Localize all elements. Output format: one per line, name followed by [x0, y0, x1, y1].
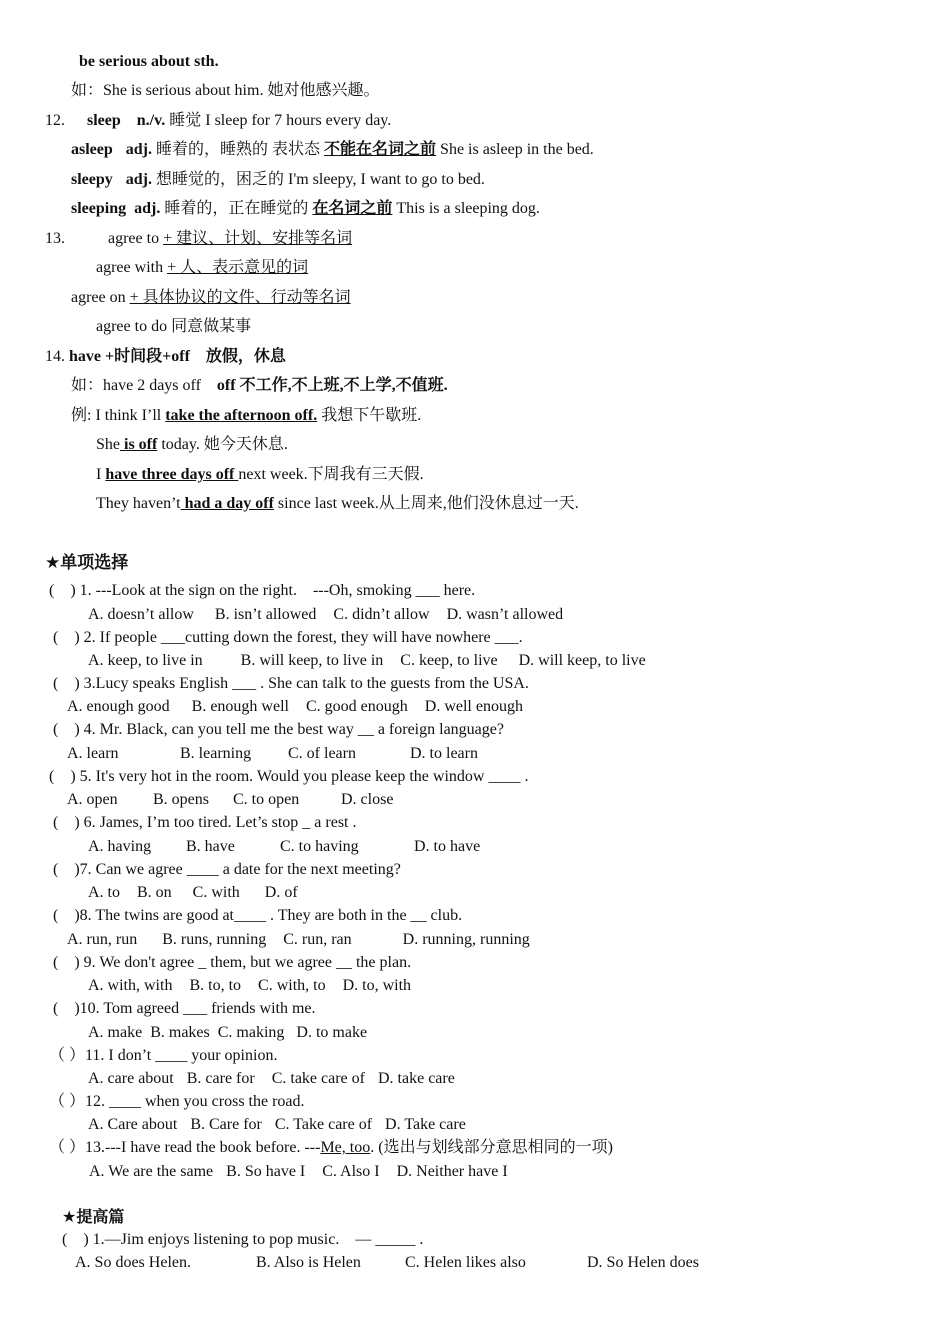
part-of-speech: adj.: [125, 141, 153, 158]
option-b: B. makes: [150, 1024, 210, 1041]
phrase: agree to: [108, 230, 164, 247]
option-d: D. close: [341, 791, 394, 808]
option-c: C. run, ran: [283, 931, 352, 948]
example: 如：have 2 days off: [71, 377, 217, 394]
question-3: ( ) 3.Lucy speaks English ___ . She can talk to the guests from the USA.: [53, 675, 529, 692]
option-b: B. opens: [153, 791, 209, 808]
option-c: C. to having: [280, 838, 359, 855]
option-a: A. with, with: [88, 977, 173, 994]
text: next week.下周我有三天假.: [238, 466, 424, 483]
option-b: B. isn’t allowed: [214, 606, 317, 623]
option-b: B. So have I: [226, 1163, 306, 1180]
emphasis: off 不工作,不上班,不上学,不值班.: [216, 377, 448, 394]
question-1-options: [88, 605, 563, 625]
option-c: C. making: [217, 1024, 285, 1041]
option-d: D. to learn: [410, 745, 478, 762]
word: sleeping: [71, 200, 127, 217]
example-line: [71, 406, 421, 426]
usage: + 人、表示意见的词: [167, 259, 309, 276]
question-3-options: [67, 697, 523, 717]
option-c: C. good enough: [305, 698, 408, 715]
option-c: C. Also I: [322, 1163, 380, 1180]
option-a: A. open: [67, 791, 118, 808]
question-4-options: [67, 744, 478, 764]
question-2-options: [88, 651, 646, 671]
question-5-options: [67, 790, 393, 810]
question-1: ( ) 1. ---Look at the sign on the right. ---Oh, smoking ___ here.: [49, 582, 476, 599]
option-c: C. of learn: [288, 745, 356, 762]
phrase: agree with: [96, 259, 168, 276]
agree-to: [108, 229, 352, 249]
option-d: D. to have: [414, 838, 481, 855]
definition: 睡着的，睡熟的 表状态: [156, 141, 325, 158]
option-b: B. learning: [180, 745, 252, 762]
option-c: C. didn’t allow: [333, 606, 430, 623]
item-sleeping: [71, 199, 540, 219]
item-asleep: [71, 140, 594, 160]
usage: + 建议、计划、安排等名词: [163, 230, 353, 247]
text: since last week.从上周来,他们没休息过一天.: [273, 495, 579, 512]
option-d: D. running, running: [402, 931, 530, 948]
option-d: D. So Helen does: [587, 1254, 699, 1271]
question-2: ( ) 2. If people ___cutting down the forest, they will have nowhere ___.: [53, 629, 523, 646]
text: I: [96, 466, 106, 483]
option-b: B. have: [186, 838, 235, 855]
item-sleepy: [71, 170, 485, 190]
option-a: A. enough good: [67, 698, 170, 715]
text: 例: I think I’ll: [71, 407, 166, 424]
question-1: ( ) 1.—Jim enjoys listening to pop music. — _____ .: [62, 1231, 424, 1248]
part-of-speech: adj.: [134, 200, 161, 217]
option-b: B. on: [137, 884, 172, 901]
example-line: 如：She is serious about him. 她对他感兴趣。: [71, 82, 380, 99]
question-9: ( ) 9. We don't agree _ them, but we agree __ the plan.: [53, 954, 412, 971]
option-d: D. Take care: [385, 1116, 466, 1133]
word: sleep: [87, 112, 121, 129]
option-a: A. make: [88, 1024, 143, 1041]
text: （ ）13.---I have read the book before. ---: [49, 1139, 321, 1156]
option-a: A. keep, to live in: [88, 652, 203, 669]
agree-with: [96, 258, 308, 278]
option-b: B. will keep, to live in: [240, 652, 384, 669]
option-a: A. doesn’t allow: [88, 606, 194, 623]
option-b: B. enough well: [191, 698, 289, 715]
definition: 睡着的，正在睡觉的: [164, 200, 313, 217]
option-b: B. runs, running: [162, 931, 267, 948]
option-c: C. take care of: [271, 1070, 365, 1087]
option-b: B. care for: [186, 1070, 255, 1087]
question-10: ( )10. Tom agreed ___ friends with me.: [53, 1000, 316, 1017]
option-d: D. Neither have I: [396, 1163, 508, 1180]
item-number: 14.: [45, 348, 69, 365]
option-d: D. well enough: [424, 698, 523, 715]
underlined-part: Me, too: [320, 1139, 371, 1156]
example: She is asleep in the bed.: [436, 141, 594, 158]
question-5: ( ) 5. It's very hot in the room. Would you please keep the window ____ .: [49, 768, 529, 785]
emphasis: take the afternoon off.: [165, 407, 318, 424]
option-d: D. to, with: [342, 977, 412, 994]
section-title: ★提高篇: [62, 1207, 125, 1226]
question-12: （ ）12. ____ when you cross the road.: [49, 1093, 305, 1110]
example-line: [96, 435, 288, 455]
option-d: D. wasn’t allowed: [446, 606, 564, 623]
example: This is a sleeping dog.: [392, 200, 540, 217]
question-8: ( )8. The twins are good at____ . They are both in the __ club.: [53, 907, 463, 924]
item-14: [45, 347, 286, 367]
option-a: A. to: [88, 884, 120, 901]
example-line: [96, 465, 424, 485]
definition: 想睡觉的，困乏的 I'm sleepy, I want to go to bed.: [156, 171, 485, 188]
question-8-options: [67, 930, 530, 950]
question-4: ( ) 4. Mr. Black, can you tell me the best way __ a foreign language?: [53, 721, 504, 738]
emphasis: is off: [120, 436, 158, 453]
question-11: （ ）11. I don’t ____ your opinion.: [49, 1047, 278, 1064]
option-a: A. run, run: [67, 931, 138, 948]
phrase: agree on: [71, 289, 130, 306]
question-10-options: [88, 1023, 367, 1043]
emphasis: had a day off: [180, 495, 274, 512]
example-line: [96, 494, 579, 514]
agree-on: [71, 288, 351, 308]
item-number: 12.: [45, 112, 65, 129]
option-a: A. having: [88, 838, 152, 855]
question-12-options: [88, 1115, 466, 1135]
text: . (选出与划线部分意思相同的一项): [370, 1139, 613, 1156]
option-a: A. Care about: [88, 1116, 178, 1133]
part-of-speech: adj.: [125, 171, 153, 188]
question-9-options: [88, 976, 411, 996]
option-c: C. to open: [233, 791, 300, 808]
usage: + 具体协议的文件、行动等名词: [129, 289, 351, 306]
emphasis: 不能在名词之前: [324, 141, 437, 158]
question-13: [49, 1138, 613, 1158]
question-6: ( ) 6. James, I’m too tired. Let’s stop _ a rest .: [53, 814, 357, 831]
phrase-heading: have +时间段+off 放假，休息: [69, 348, 286, 365]
question-1-options: [75, 1253, 699, 1273]
part-of-speech: n./v.: [136, 112, 166, 129]
question-11-options: [88, 1069, 455, 1089]
text: today. 她今天休息.: [157, 436, 288, 453]
question-7: ( )7. Can we agree ____ a date for the next meeting?: [53, 861, 401, 878]
question-7-options: [88, 883, 298, 903]
option-b: B. Also is Helen: [256, 1254, 361, 1271]
option-a: A. We are the same: [89, 1163, 214, 1180]
word: asleep: [71, 141, 113, 158]
item-12: [45, 111, 391, 131]
emphasis: have three days off: [105, 466, 239, 483]
text: 我想下午歇班.: [317, 407, 422, 424]
phrase-heading: be serious about sth.: [79, 53, 219, 70]
section-title: ★单项选择: [45, 553, 129, 573]
item-13-number: 13.: [45, 230, 65, 247]
option-c: C. keep, to live: [400, 652, 498, 669]
option-c: C. with: [192, 884, 240, 901]
option-d: D. to make: [296, 1024, 368, 1041]
question-6-options: [88, 837, 480, 857]
option-a: A. care about: [88, 1070, 174, 1087]
emphasis: 在名词之前: [312, 200, 393, 217]
option-c: C. Take care of: [274, 1116, 373, 1133]
question-13-options: [89, 1162, 508, 1182]
option-d: D. will keep, to live: [518, 652, 646, 669]
text: They haven’t: [96, 495, 181, 512]
text: She: [96, 436, 120, 453]
option-b: B. Care for: [190, 1116, 262, 1133]
option-c: C. Helen likes also: [405, 1254, 526, 1271]
option-c: C. with, to: [258, 977, 326, 994]
option-d: D. of: [264, 884, 298, 901]
option-d: D. take care: [377, 1070, 455, 1087]
option-a: A. So does Helen.: [75, 1254, 191, 1271]
item-14-example: [71, 376, 448, 396]
option-b: B. to, to: [189, 977, 242, 994]
definition: 睡觉 I sleep for 7 hours every day.: [169, 112, 392, 129]
option-a: A. learn: [67, 745, 119, 762]
agree-to-do: agree to do 同意做某事: [96, 318, 252, 335]
word: sleepy: [71, 171, 113, 188]
